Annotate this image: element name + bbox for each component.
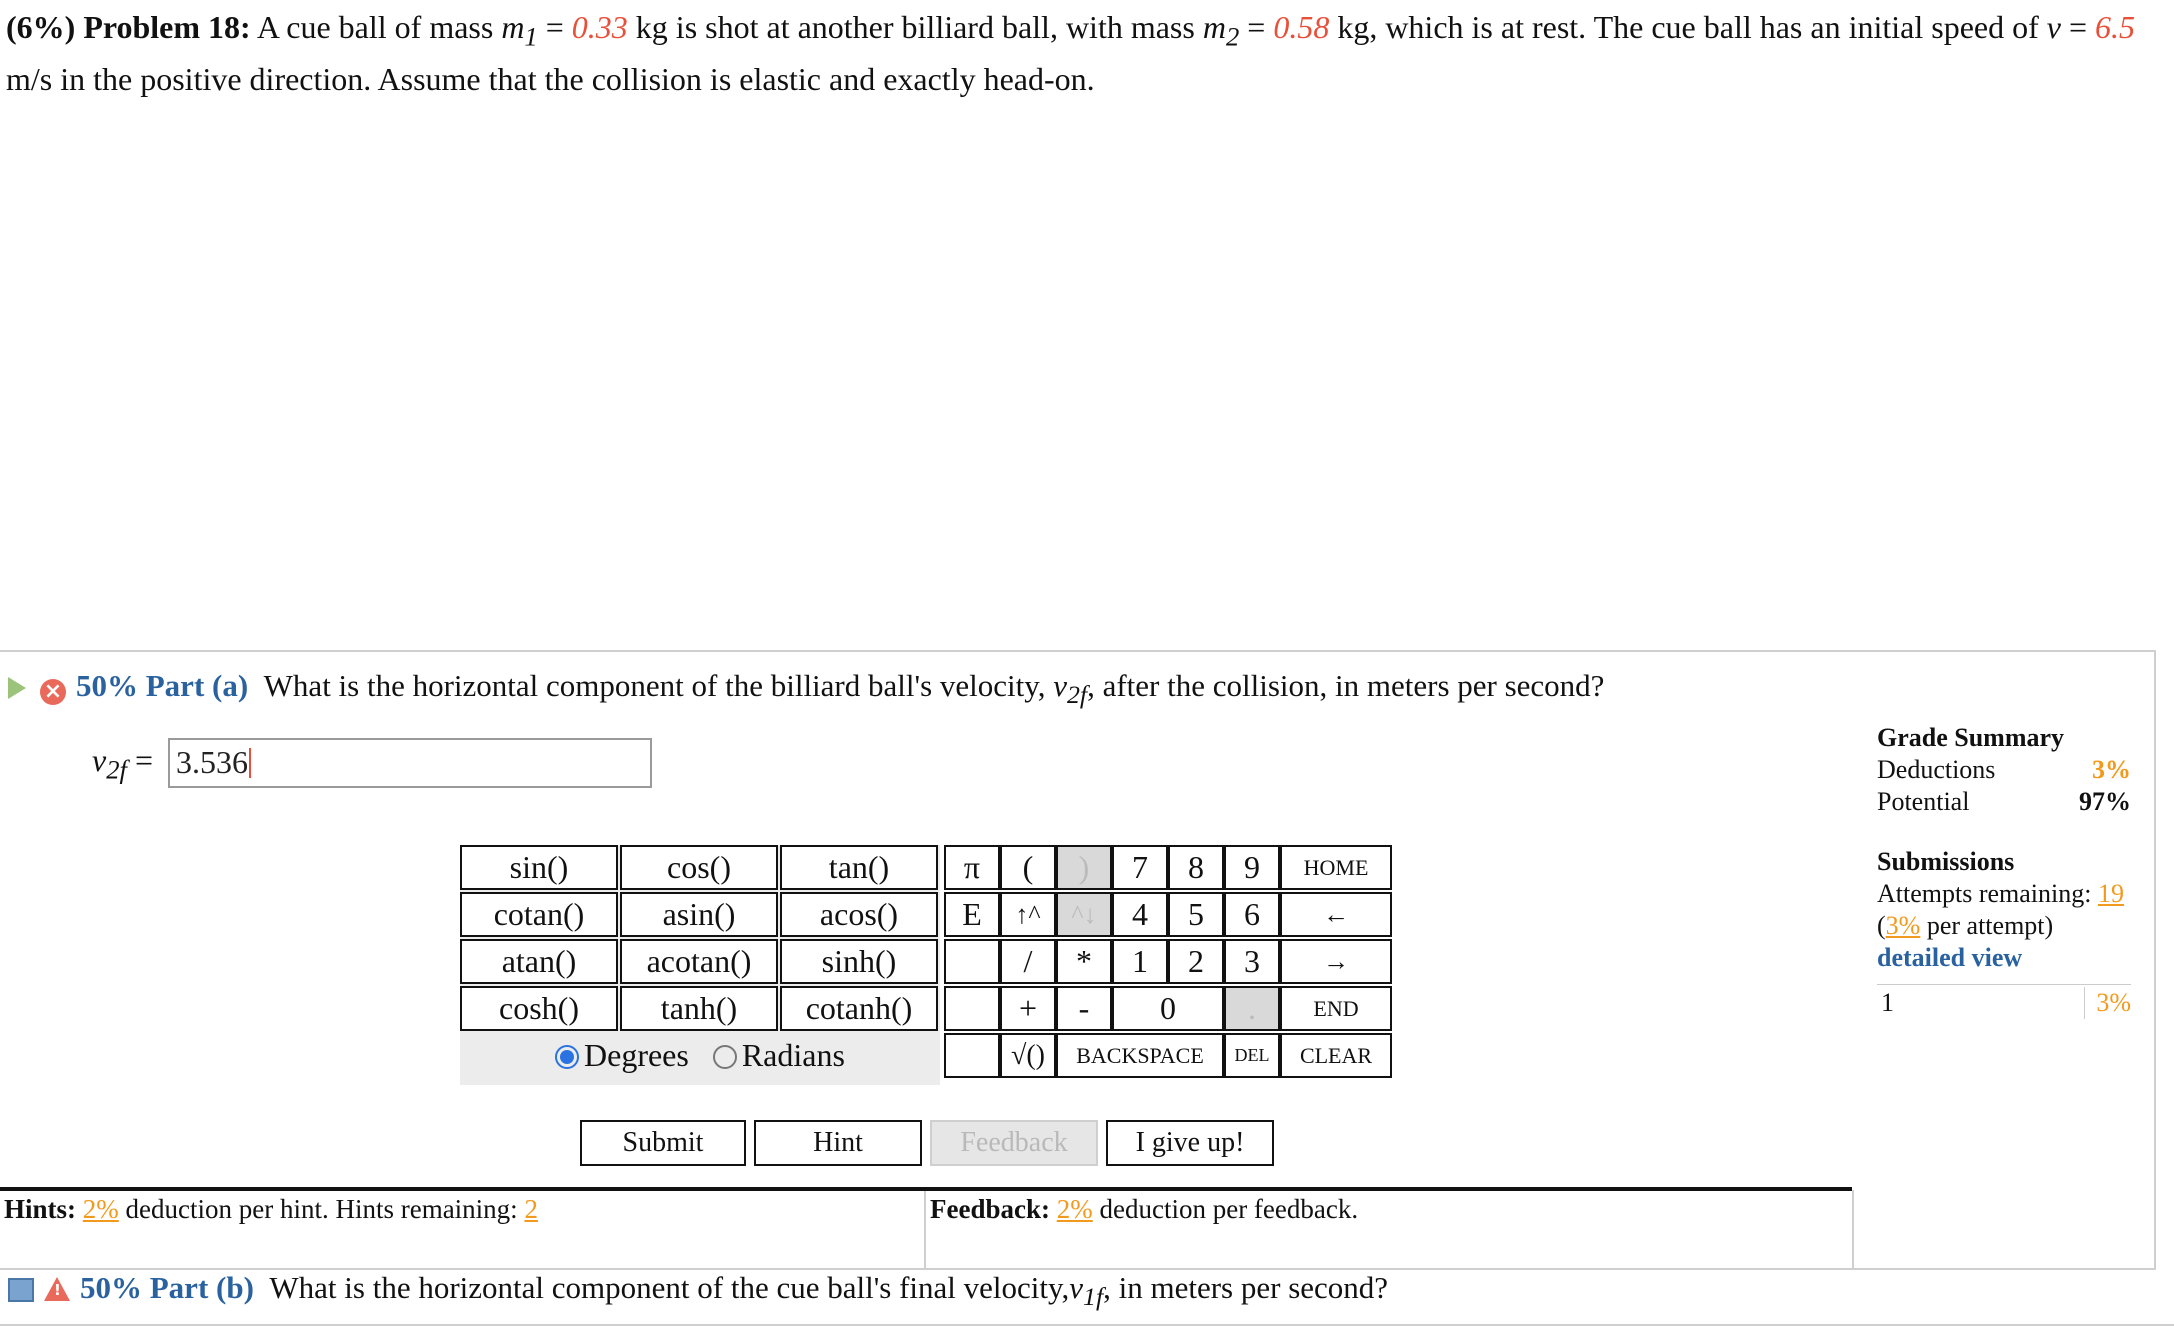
degrees-label: Degrees [584,1037,689,1073]
m2-symbol: $m_2$ [1202,9,1240,52]
part-b-label: 50% Part (b) [80,1270,254,1305]
potential-value: 97% [2079,787,2131,816]
grade-summary-title: Grade Summary [1877,723,2065,752]
part-a-question-pre: What is the horizontal component of the billiard ball's velocity, [263,668,1046,703]
part-b-question-post: , in meters per second? [1103,1270,1389,1305]
v-value: 6.5 [2095,9,2135,45]
radians-radio[interactable] [713,1045,737,1069]
hints-divider [924,1190,926,1270]
submit-button[interactable]: Submit [580,1120,746,1166]
submission-deduction: 3% [2084,987,2131,1019]
part-b-variable: $v_{1f}$ [1069,1270,1104,1312]
key-3[interactable]: 3 [1224,939,1280,984]
problem-label: Problem 18: [83,9,251,45]
problem-text-4: m/s in the positive direction. Assume that the collision is elastic and exactly head-on. [6,61,1095,98]
key-atan[interactable]: atan() [460,939,618,984]
feedback-right-border [1852,1190,1854,1270]
key-multiply[interactable]: * [1056,939,1112,984]
function-keypad [460,845,940,1085]
key-2[interactable]: 2 [1168,939,1224,984]
equals-sign: = [2068,9,2087,45]
give-up-button[interactable]: I give up! [1106,1120,1274,1166]
key-clear[interactable]: CLEAR [1280,1033,1392,1078]
answer-input[interactable]: 3.536 [168,738,652,788]
per-attempt: (3% per attempt) [1877,911,2054,940]
problem-text-2: kg is shot at another billiard ball, with mass [635,9,1195,45]
m1-value: 0.33 [571,9,628,45]
part-b-header[interactable] [8,1270,1388,1312]
degrees-radio[interactable] [555,1045,579,1069]
hint-button[interactable]: Hint [754,1120,922,1166]
part-a-question-post: , after the collision, in meters per second? [1087,668,1605,703]
key-4[interactable]: 4 [1112,892,1168,937]
key-down-power[interactable]: ^↓ [1056,892,1112,937]
key-sin[interactable]: sin() [460,845,618,890]
deductions-label: Deductions [1877,755,1996,784]
hints-info: Hints: 2% deduction per hint. Hints remaining: 2 [4,1194,538,1224]
submission-row [1877,984,2131,1019]
hints-feedback-border [0,1187,1852,1191]
feedback-info: Feedback: 2% deduction per feedback. [930,1194,1359,1224]
key-cotan[interactable]: cotan() [460,892,618,937]
key-0[interactable]: 0 [1112,986,1224,1031]
key-acotan[interactable]: acotan() [620,939,778,984]
part-a-right-border [2154,650,2156,1270]
feedback-button[interactable]: Feedback [930,1120,1098,1166]
part-a-top-border [0,650,2155,652]
key-cotanh[interactable]: cotanh() [780,986,938,1031]
part-a-variable: $v_{2f}$ [1053,668,1088,710]
key-decimal[interactable]: . [1224,986,1280,1031]
key-lparen[interactable]: ( [1000,845,1056,890]
deductions-value: 3% [2092,755,2131,784]
grade-summary [1877,722,2131,1019]
key-acos[interactable]: acos() [780,892,938,937]
v-symbol: v [2046,9,2061,45]
submissions-title: Submissions [1877,847,2015,876]
detailed-view-link[interactable]: detailed view [1877,943,2023,972]
key-blank [944,939,1000,984]
warning-icon: ! [44,1277,70,1301]
key-cosh[interactable]: cosh() [460,986,618,1031]
part-a-label: 50% Part (a) [76,668,249,703]
key-home[interactable]: HOME [1280,845,1392,890]
key-divide[interactable]: / [1000,939,1056,984]
part-a-header [8,668,1604,710]
text-caret [249,748,251,778]
key-1[interactable]: 1 [1112,939,1168,984]
submission-number: 1 [1881,988,1894,1017]
key-6[interactable]: 6 [1224,892,1280,937]
key-rparen[interactable]: ) [1056,845,1112,890]
key-sqrt[interactable]: √() [1000,1033,1056,1078]
key-minus[interactable]: - [1056,986,1112,1031]
problem-statement [6,6,2156,101]
problem-weight: (6%) [6,9,76,45]
key-plus[interactable]: + [1000,986,1056,1031]
equals-sign: = [545,9,564,45]
key-5[interactable]: 5 [1168,892,1224,937]
key-end[interactable]: END [1280,986,1392,1031]
key-9[interactable]: 9 [1224,845,1280,890]
number-keypad [944,845,1392,1085]
key-e[interactable]: E [944,892,1000,937]
part-b-question-pre: What is the horizontal component of the cue ball's final velocity, [269,1270,1070,1305]
key-left-arrow[interactable]: ← [1280,892,1392,937]
m2-value: 0.58 [1273,9,1330,45]
key-blank [944,1033,1000,1078]
key-cos[interactable]: cos() [620,845,778,890]
key-tan[interactable]: tan() [780,845,938,890]
angle-mode [555,1037,845,1074]
key-del[interactable]: DEL [1224,1033,1280,1078]
key-tanh[interactable]: tanh() [620,986,778,1031]
equals-sign: = [1247,9,1266,45]
problem-text-3: kg, which is at rest. The cue ball has an initial speed of [1337,9,2039,45]
hints-remaining: 2 [524,1194,538,1224]
key-asin[interactable]: asin() [620,892,778,937]
key-backspace[interactable]: BACKSPACE [1056,1033,1224,1078]
feedback-deduction-pct: 2% [1056,1194,1093,1224]
part-b-bottom-border [0,1324,2174,1326]
key-sinh[interactable]: sinh() [780,939,938,984]
attempts-remaining: Attempts remaining: 19 [1877,879,2124,908]
key-pi[interactable]: π [944,845,1000,890]
key-blank [944,986,1000,1031]
potential-label: Potential [1877,787,1970,816]
key-8[interactable]: 8 [1168,845,1224,890]
answer-label: $v_{2f}$ = [92,742,153,785]
key-7[interactable]: 7 [1112,845,1168,890]
hint-deduction-pct: 2% [82,1194,119,1224]
m1-symbol: $m_1$ [501,9,538,52]
incorrect-x-icon: × [40,679,66,705]
key-up-power[interactable]: ↑^ [1000,892,1056,937]
radians-label: Radians [741,1037,845,1073]
document-icon [8,1278,34,1302]
problem-text-1: A cue ball of mass [256,9,494,45]
expand-play-icon[interactable] [8,677,26,699]
key-right-arrow[interactable]: → [1280,939,1392,984]
